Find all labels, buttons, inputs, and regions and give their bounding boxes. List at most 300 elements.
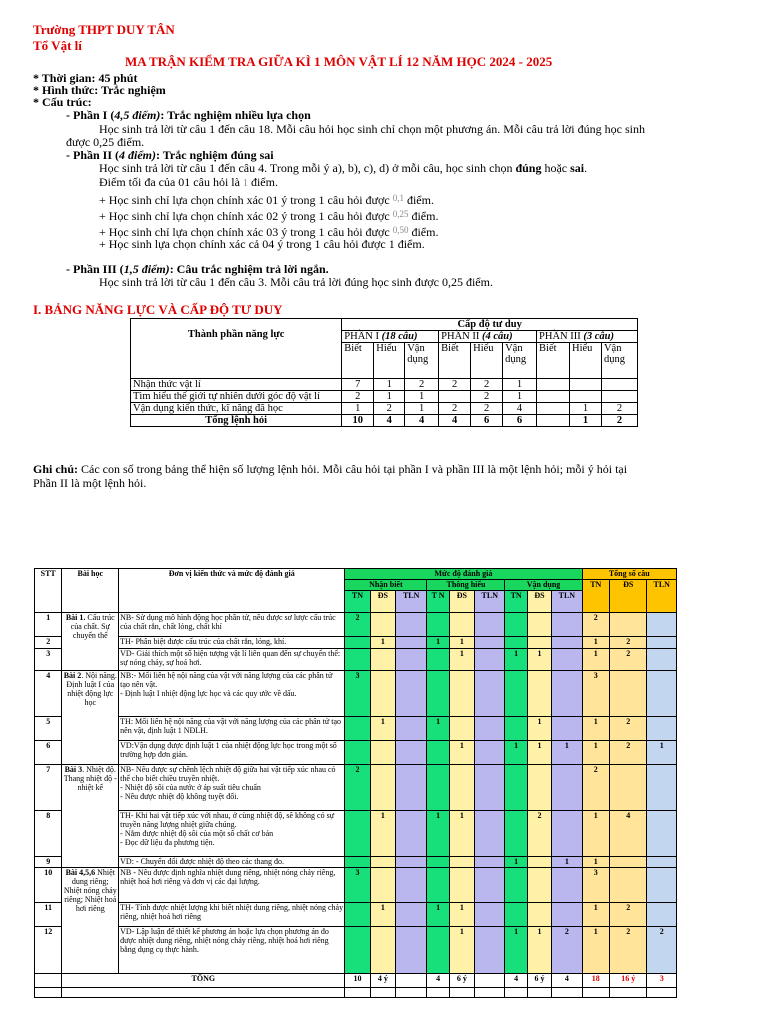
count-cell [370, 741, 395, 765]
count-cell: 2 [527, 811, 551, 857]
count-cell: 1 [370, 637, 395, 649]
level-header: Cấp độ tư duy [342, 319, 638, 331]
count-cell [395, 637, 426, 649]
count-cell: 1 [370, 811, 395, 857]
part2-bullet3: + Học sinh chỉ lựa chọn chính xác 03 ý trong 1 câu hỏi được $^{0,50}$ điểm. [99, 225, 439, 239]
count-cell: 1 [449, 649, 474, 671]
count-cell [370, 857, 395, 868]
unit-description: TH- Khi hai vật tiếp xúc với nhau, ở cùng nhiệt độ, sẽ không có sự truyền năng lượng nhiệt giữa chúng. - Nắm được nhiệt độ sôi của một số chất cơ bản - Đọc dữ liệu đa phương tiện. [119, 811, 345, 857]
school-name: Trường THPT DUY TÂN [33, 22, 175, 37]
competency-count: 1 [374, 379, 405, 391]
count-cell [449, 765, 474, 811]
competency-row [131, 403, 638, 415]
count-cell [427, 671, 449, 717]
sub-header: Hiểu [374, 343, 405, 379]
table-row [35, 717, 677, 741]
count-cell [475, 717, 505, 741]
part2-header: PHẦN II (4 câu) [439, 331, 537, 343]
total-count: 16 ý [609, 974, 647, 988]
count-cell: 2 [552, 927, 582, 974]
tn-header: TN [505, 591, 527, 613]
count-cell: 3 [582, 868, 609, 903]
count-cell [395, 649, 426, 671]
count-cell: 2 [609, 741, 647, 765]
competency-count [537, 415, 570, 427]
stt-header: STT [35, 569, 62, 613]
count-cell [527, 857, 551, 868]
count-cell [370, 613, 395, 637]
count-cell: 2 [345, 765, 370, 811]
part1-line1: Học sinh trả lời từ câu 1 đến câu 18. Mỗi câu hỏi học sinh chỉ chọn một phương án. Mỗi câu trả lời đúng học sinh [99, 122, 645, 136]
row-stt: 10 [35, 868, 62, 903]
count-cell: 1 [582, 927, 609, 974]
part3-line1: Học sinh trả lời từ câu 1 đến câu 3. Mỗi câu trả lời đúng học sinh được 0,25 điểm. [99, 275, 493, 289]
row-stt: 2 [35, 637, 62, 649]
total-count: 4 [505, 974, 527, 988]
tn-header: TN [345, 591, 370, 613]
tln-header: TLN [395, 591, 426, 613]
count-cell [475, 671, 505, 717]
count-cell [345, 637, 370, 649]
row-stt: 7 [35, 765, 62, 811]
count-cell: 1 [370, 717, 395, 741]
competency-count: 2 [342, 391, 374, 403]
sub-header: Vận dụng [405, 343, 439, 379]
unit-header: Đơn vị kiến thức và mức độ đánh giá [119, 569, 345, 613]
tn-total-header: TN [582, 580, 609, 613]
table-row [35, 765, 677, 811]
count-cell [345, 649, 370, 671]
count-cell [345, 717, 370, 741]
competency-table [130, 318, 638, 427]
competency-count: 4 [503, 403, 537, 415]
sub-header: Hiểu [569, 343, 601, 379]
part2-line2: Điểm tối đa của 01 câu hỏi là 1 điểm. [99, 175, 278, 189]
count-cell [395, 868, 426, 903]
ds-header: ĐS [449, 591, 474, 613]
unit-description: VD:Vận dụng được định luật 1 của nhiệt động lực học trong một số trường hợp đơn giản. [119, 741, 345, 765]
unit-description: NB - Nêu được định nghĩa nhiệt dung riêng, nhiệt nóng chảy riêng, nhiệt hoá hơi riêng và đơn vị các đại lượng. [119, 868, 345, 903]
count-cell [475, 637, 505, 649]
total-header: Tổng số câu [582, 569, 676, 580]
table-row [35, 811, 677, 857]
total-count: 4 [427, 974, 449, 988]
count-cell: 2 [609, 649, 647, 671]
count-cell: 1 [582, 811, 609, 857]
tln-total-header: TLN [647, 580, 677, 613]
count-cell [552, 765, 582, 811]
count-cell: 1 [427, 811, 449, 857]
part1-heading: - Phần I (4,5 điểm): Trắc nghiệm nhiều lựa chọn [66, 108, 311, 122]
competency-count [439, 391, 471, 403]
page-title: MA TRẬN KIỂM TRA GIỮA KÌ 1 MÔN VẬT LÍ 12 NĂM HỌC 2024 - 2025 [125, 54, 553, 69]
part1-line2: được 0,25 điểm. [66, 135, 145, 149]
competency-count: 1 [374, 391, 405, 403]
table-row [35, 613, 677, 637]
count-cell: 1 [582, 717, 609, 741]
sub-header: Biết [342, 343, 374, 379]
unit-description: NB- Sử dụng mô hình động học phân tử, nêu được sơ lược cấu trúc của chất rắn, chất lỏng, chất khí [119, 613, 345, 637]
row-stt: 6 [35, 741, 62, 765]
competency-count: 6 [471, 415, 503, 427]
competency-name: Vận dụng kiến thức, kĩ năng đã học [131, 403, 342, 415]
count-cell: 1 [449, 741, 474, 765]
count-cell [647, 903, 677, 927]
count-cell [505, 717, 527, 741]
count-cell: 1 [449, 811, 474, 857]
count-cell: 4 [609, 811, 647, 857]
competency-count [569, 379, 601, 391]
count-cell [505, 671, 527, 717]
count-cell [395, 741, 426, 765]
table-row [35, 637, 677, 649]
count-cell [370, 671, 395, 717]
competency-count: 1 [569, 403, 601, 415]
count-cell [370, 927, 395, 974]
part2-bullet1: + Học sinh chỉ lựa chọn chính xác 01 ý trong 1 câu hỏi được $^{0,1}$ điểm. [99, 193, 434, 207]
competency-count: 2 [471, 379, 503, 391]
total-label: TỔNG [62, 974, 345, 988]
count-cell [505, 637, 527, 649]
count-cell [370, 649, 395, 671]
row-stt: 11 [35, 903, 62, 927]
count-cell: 2 [609, 927, 647, 974]
sub-header: Biết [537, 343, 570, 379]
count-cell [647, 765, 677, 811]
count-cell: 1 [505, 649, 527, 671]
sub-header: Hiểu [471, 343, 503, 379]
count-cell [395, 857, 426, 868]
count-cell [475, 613, 505, 637]
count-cell: 1 [449, 903, 474, 927]
section-1-title: I. BẢNG NĂNG LỰC VÀ CẤP ĐỘ TƯ DUY [33, 302, 283, 317]
count-cell [475, 765, 505, 811]
unit-description: TH- Tính được nhiệt lượng khi biết nhiệt dung riêng, nhiệt nóng chảy riêng, nhiệt hoá hơi riêng [119, 903, 345, 927]
count-cell [647, 868, 677, 903]
tln-header: TLN [552, 591, 582, 613]
total-count: 6 ý [527, 974, 551, 988]
count-cell [370, 868, 395, 903]
info-structure: * Cấu trúc: [33, 95, 92, 109]
count-cell [395, 717, 426, 741]
count-cell [449, 868, 474, 903]
count-cell [647, 613, 677, 637]
tn-header: T N [427, 591, 449, 613]
count-cell [609, 857, 647, 868]
row-stt: 4 [35, 671, 62, 717]
count-cell: 2 [609, 903, 647, 927]
total-count: 3 [647, 974, 677, 988]
table-row [35, 927, 677, 974]
competency-count: 1 [342, 403, 374, 415]
count-cell [552, 868, 582, 903]
count-cell [505, 811, 527, 857]
competency-count: 2 [439, 379, 471, 391]
lesson-cell: Bài 4,5,6 Nhiệt dung riêng; Nhiệt nóng chảy riêng; Nhiệt hoá hơi riêng [62, 868, 119, 974]
empty-row [35, 988, 677, 998]
competency-row [131, 379, 638, 391]
count-cell: 1 [582, 857, 609, 868]
table-row [35, 649, 677, 671]
lesson-header: Bài học [62, 569, 119, 613]
part2-bullet4: + Học sinh lựa chọn chính xác cả 04 ý trong 1 câu hỏi được 1 điểm. [99, 237, 425, 251]
count-cell: 1 [505, 927, 527, 974]
competency-count: 2 [405, 379, 439, 391]
count-cell: 2 [345, 613, 370, 637]
note-line2: Phần II là một lệnh hỏi. [33, 476, 147, 490]
competency-header: Thành phần năng lực [131, 319, 342, 379]
department-name: Tổ Vật lí [33, 38, 82, 53]
count-cell [475, 927, 505, 974]
count-cell: 1 [427, 717, 449, 741]
tln-header: TLN [475, 591, 505, 613]
table-row [35, 903, 677, 927]
count-cell [427, 613, 449, 637]
count-cell [505, 903, 527, 927]
count-cell: 1 [527, 649, 551, 671]
unit-description: VD- Lập luận để thiết kế phương án hoặc lựa chọn phương án đo được nhiệt dung riêng, nhiệt nóng chảy riêng, nhiệt hoá hơi riêng bằng dụng cụ thực hành. [119, 927, 345, 974]
count-cell [552, 671, 582, 717]
count-cell [345, 811, 370, 857]
count-cell: 1 [505, 741, 527, 765]
count-cell [527, 765, 551, 811]
count-cell: 2 [647, 927, 677, 974]
count-cell [427, 649, 449, 671]
count-cell [395, 765, 426, 811]
count-cell [505, 868, 527, 903]
count-cell [552, 717, 582, 741]
competency-count [569, 391, 601, 403]
total-count: 18 [582, 974, 609, 988]
level-header: Mức độ đánh giá [345, 569, 582, 580]
table-row [35, 671, 677, 717]
count-cell: 1 [449, 637, 474, 649]
count-cell: 1 [527, 927, 551, 974]
count-cell: 1 [505, 857, 527, 868]
count-cell: 2 [582, 765, 609, 811]
competency-count: 1 [405, 391, 439, 403]
count-cell: 3 [345, 671, 370, 717]
count-cell [647, 637, 677, 649]
count-cell [552, 811, 582, 857]
lesson-cell: Bài 2. Nội năng. Định luật I của nhiệt động lực học [62, 671, 119, 765]
table-row [35, 741, 677, 765]
table-row [35, 868, 677, 903]
count-cell [609, 671, 647, 717]
count-cell: 1 [449, 927, 474, 974]
count-cell [647, 717, 677, 741]
part2-line1: Học sinh trả lời từ câu 1 đến câu 4. Trong mỗi ý a), b), c), d) ở mỗi câu, học sinh chọn đúng hoặc sai. [99, 161, 588, 175]
assessment-matrix-table [34, 568, 677, 998]
count-cell: 1 [427, 637, 449, 649]
competency-count: 2 [471, 391, 503, 403]
count-cell: 1 [527, 741, 551, 765]
count-cell [345, 857, 370, 868]
competency-count [537, 403, 570, 415]
competency-count: 2 [601, 415, 637, 427]
ds-header: ĐS [370, 591, 395, 613]
count-cell [647, 857, 677, 868]
count-cell [427, 857, 449, 868]
competency-count [601, 379, 637, 391]
total-row [35, 974, 677, 988]
competency-count: 4 [374, 415, 405, 427]
info-time: * Thời gian: 45 phút [33, 71, 138, 85]
count-cell [449, 857, 474, 868]
count-cell: 1 [427, 903, 449, 927]
count-cell [427, 927, 449, 974]
unit-description: TH- Phân biệt được cấu trúc của chất rắn, lỏng, khí. [119, 637, 345, 649]
part3-heading: - Phần III (1,5 điểm): Câu trắc nghiệm trả lời ngắn. [66, 262, 329, 276]
sub-header: Vận dụng [503, 343, 537, 379]
count-cell [427, 765, 449, 811]
count-cell: 3 [582, 671, 609, 717]
part2-bullet2: + Học sinh chỉ lựa chọn chính xác 02 ý trong 1 câu hỏi được $^{0,25}$ điểm. [99, 209, 439, 223]
competency-name: Tìm hiểu thế giới tự nhiên dưới góc độ vật lí [131, 391, 342, 403]
count-cell [395, 671, 426, 717]
competency-count: 2 [439, 403, 471, 415]
count-cell: 2 [609, 717, 647, 741]
total-count: 4 ý [370, 974, 395, 988]
count-cell: 2 [582, 613, 609, 637]
unit-description: VD- Giải thích một số hiện tượng vật lí liên quan đến sự chuyển thể: sự nóng chảy, sự hoá hơi. [119, 649, 345, 671]
count-cell [647, 671, 677, 717]
count-cell [395, 613, 426, 637]
ds-total-header: ĐS [609, 580, 647, 613]
total-count: 6 ý [449, 974, 474, 988]
ds-header: ĐS [527, 591, 551, 613]
sub-header: Biết [439, 343, 471, 379]
competency-count: 4 [439, 415, 471, 427]
total-count: 10 [345, 974, 370, 988]
count-cell: 1 [647, 741, 677, 765]
lesson-cell: Bài 3. Nhiệt độ. Thang nhiệt độ - nhiệt kế [62, 765, 119, 868]
count-cell [427, 868, 449, 903]
competency-row [131, 415, 638, 427]
competency-count: 10 [342, 415, 374, 427]
note-line1: Ghi chú: Các con số trong bảng thể hiện số lượng lệnh hỏi. Mỗi câu hỏi tại phần I và phần III là một lệnh hỏi; mỗi ý hỏi tại [33, 462, 628, 476]
count-cell [552, 637, 582, 649]
count-cell [449, 671, 474, 717]
count-cell [345, 741, 370, 765]
competency-row [131, 391, 638, 403]
count-cell [527, 903, 551, 927]
count-cell [475, 868, 505, 903]
table-row [35, 857, 677, 868]
competency-name: Nhận thức vật lí [131, 379, 342, 391]
info-form: * Hình thức: Trắc nghiệm [33, 83, 166, 97]
count-cell [427, 741, 449, 765]
lesson-cell: Bài 1. Cấu trúc của chất. Sự chuyển thể [62, 613, 119, 671]
count-cell [395, 927, 426, 974]
count-cell [647, 649, 677, 671]
count-cell: 1 [582, 649, 609, 671]
count-cell [527, 613, 551, 637]
row-stt: 5 [35, 717, 62, 741]
count-cell: 2 [609, 637, 647, 649]
count-cell [552, 613, 582, 637]
sub-header: Vận dụng [601, 343, 637, 379]
count-cell [345, 927, 370, 974]
part1-header: PHẦN I (18 câu) [342, 331, 439, 343]
count-cell [475, 903, 505, 927]
count-cell: 3 [345, 868, 370, 903]
competency-count: 7 [342, 379, 374, 391]
th-header: Thông hiểu [427, 580, 505, 591]
competency-count: 4 [405, 415, 439, 427]
count-cell: 1 [582, 637, 609, 649]
unit-description: TH: Mối liên hệ nội năng của vật với năng lượng của các phân tử tạo nên vật, định luật 1 NĐLH. [119, 717, 345, 741]
count-cell [527, 637, 551, 649]
count-cell [505, 765, 527, 811]
row-stt: 9 [35, 857, 62, 868]
count-cell [609, 613, 647, 637]
part3-header: PHẦN III (3 câu) [537, 331, 638, 343]
count-cell [449, 613, 474, 637]
count-cell [527, 868, 551, 903]
competency-count: 6 [503, 415, 537, 427]
competency-count: 2 [601, 403, 637, 415]
count-cell [475, 811, 505, 857]
count-cell: 1 [552, 857, 582, 868]
competency-count [601, 391, 637, 403]
count-cell [475, 649, 505, 671]
count-cell [505, 613, 527, 637]
total-count: 4 [552, 974, 582, 988]
count-cell [395, 903, 426, 927]
count-cell: 1 [370, 903, 395, 927]
nb-header: Nhận biết [345, 580, 427, 591]
count-cell [370, 765, 395, 811]
count-cell [395, 811, 426, 857]
competency-count [537, 379, 570, 391]
count-cell [609, 765, 647, 811]
row-stt: 1 [35, 613, 62, 637]
total-count [395, 974, 426, 988]
count-cell [345, 903, 370, 927]
competency-count: 1 [503, 379, 537, 391]
count-cell [475, 857, 505, 868]
competency-count: 1 [503, 391, 537, 403]
count-cell: 1 [582, 903, 609, 927]
row-stt: 8 [35, 811, 62, 857]
unit-description: NB- Nêu được sự chênh lệch nhiệt độ giữa hai vật tiếp xúc nhau có thể cho biết chiều truyền nhiệt. - Nhiệt độ sôi của nước ở áp suất tiêu chuẩn - Nêu được nhiệt độ không tuyệt đối. [119, 765, 345, 811]
count-cell [527, 671, 551, 717]
count-cell [609, 868, 647, 903]
count-cell [552, 649, 582, 671]
competency-count: 2 [374, 403, 405, 415]
count-cell [475, 741, 505, 765]
total-count [475, 974, 505, 988]
row-stt: 3 [35, 649, 62, 671]
unit-description: VD: - Chuyển đổi được nhiệt độ theo các thang đo. [119, 857, 345, 868]
count-cell: 1 [582, 741, 609, 765]
competency-count: 2 [471, 403, 503, 415]
competency-count: 1 [569, 415, 601, 427]
part2-heading: - Phần II (4 điểm): Trắc nghiệm đúng sai [66, 148, 274, 162]
count-cell: 1 [527, 717, 551, 741]
competency-count: 1 [405, 403, 439, 415]
competency-count [537, 391, 570, 403]
vd-header: Vận dụng [505, 580, 582, 591]
count-cell: 1 [552, 741, 582, 765]
count-cell [449, 717, 474, 741]
unit-description: NB:- Mối liên hệ nội năng của vật với năng lượng của các phân tử tạo nên vật. - Định luật I nhiệt động lực học và các quy ước về dấu. [119, 671, 345, 717]
count-cell [647, 811, 677, 857]
count-cell [552, 903, 582, 927]
competency-name: Tổng lệnh hỏi [131, 415, 342, 427]
row-stt: 12 [35, 927, 62, 974]
